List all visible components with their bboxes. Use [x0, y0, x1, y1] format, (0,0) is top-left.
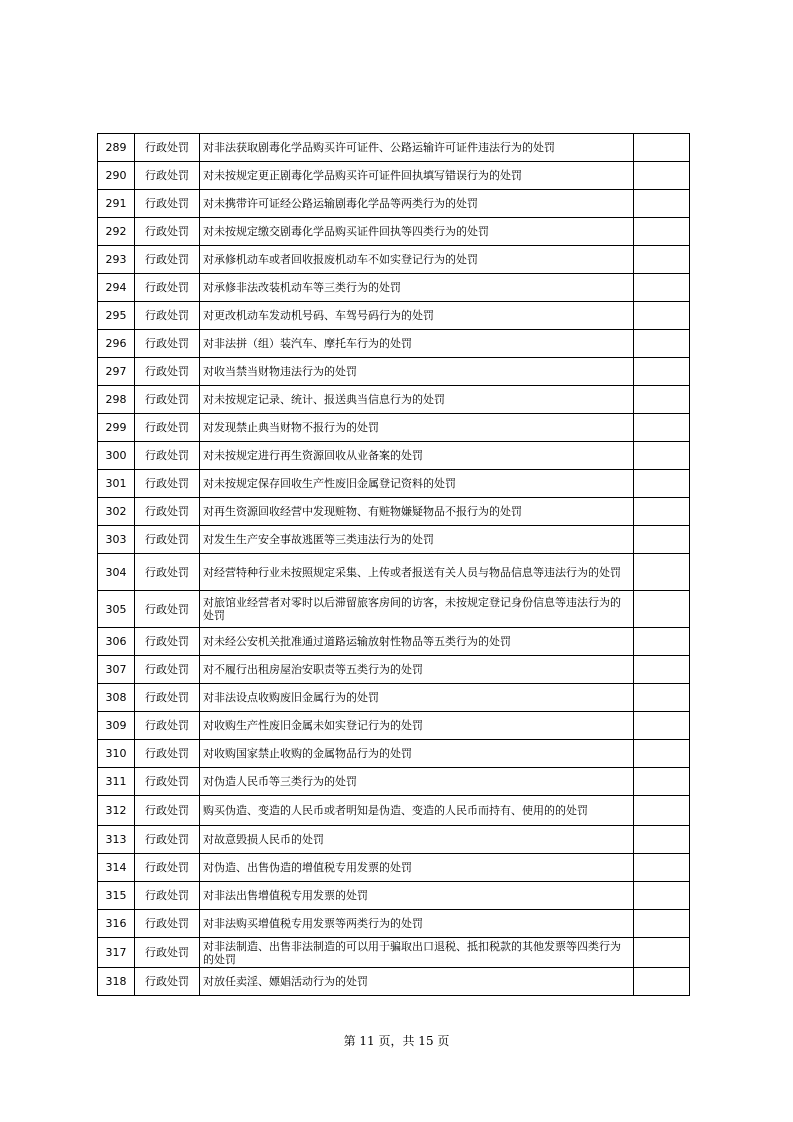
- row-description: 对未携带许可证经公路运输剧毒化学品等两类行为的处罚: [200, 190, 634, 218]
- row-description: 对更改机动车发动机号码、车驾号码行为的处罚: [200, 302, 634, 330]
- row-number: 318: [98, 968, 135, 996]
- row-number: 300: [98, 442, 135, 470]
- row-note: [634, 938, 690, 968]
- table-row: [98, 826, 690, 854]
- row-number: 304: [98, 554, 135, 591]
- table-row: [98, 656, 690, 684]
- row-number: 290: [98, 162, 135, 190]
- table-row: [98, 442, 690, 470]
- row-number: 315: [98, 882, 135, 910]
- row-note: [634, 386, 690, 414]
- row-type: 行政处罚: [135, 470, 200, 498]
- table-row: [98, 358, 690, 386]
- row-number: 298: [98, 386, 135, 414]
- row-type: 行政处罚: [135, 910, 200, 938]
- table-row: [98, 882, 690, 910]
- table-row: [98, 246, 690, 274]
- row-note: [634, 526, 690, 554]
- row-type: 行政处罚: [135, 826, 200, 854]
- row-note: [634, 134, 690, 162]
- row-note: [634, 162, 690, 190]
- row-number: 310: [98, 740, 135, 768]
- table-row: [98, 414, 690, 442]
- row-description: 对未按规定进行再生资源回收从业备案的处罚: [200, 442, 634, 470]
- table-row: [98, 854, 690, 882]
- row-type: 行政处罚: [135, 712, 200, 740]
- row-note: [634, 684, 690, 712]
- row-number: 291: [98, 190, 135, 218]
- table-row: [98, 628, 690, 656]
- row-number: 313: [98, 826, 135, 854]
- table-row: [98, 134, 690, 162]
- row-type: 行政处罚: [135, 684, 200, 712]
- row-note: [634, 768, 690, 796]
- row-description: 对未经公安机关批准通过道路运输放射性物品等五类行为的处罚: [200, 628, 634, 656]
- row-type: 行政处罚: [135, 656, 200, 684]
- row-number: 312: [98, 796, 135, 826]
- row-description: 对发生生产安全事故逃匿等三类违法行为的处罚: [200, 526, 634, 554]
- row-number: 316: [98, 910, 135, 938]
- row-type: 行政处罚: [135, 882, 200, 910]
- row-description: 对未按规定缴交剧毒化学品购买证件回执等四类行为的处罚: [200, 218, 634, 246]
- row-type: 行政处罚: [135, 330, 200, 358]
- table-row: [98, 796, 690, 826]
- row-type: 行政处罚: [135, 591, 200, 628]
- row-note: [634, 712, 690, 740]
- row-type: 行政处罚: [135, 246, 200, 274]
- row-note: [634, 910, 690, 938]
- row-note: [634, 591, 690, 628]
- row-note: [634, 628, 690, 656]
- table-row: [98, 591, 690, 628]
- row-type: 行政处罚: [135, 796, 200, 826]
- row-note: [634, 796, 690, 826]
- row-description: 对收购生产性废旧金属未如实登记行为的处罚: [200, 712, 634, 740]
- row-number: 306: [98, 628, 135, 656]
- row-number: 303: [98, 526, 135, 554]
- row-note: [634, 190, 690, 218]
- row-number: 289: [98, 134, 135, 162]
- row-type: 行政处罚: [135, 938, 200, 968]
- row-type: 行政处罚: [135, 442, 200, 470]
- row-type: 行政处罚: [135, 554, 200, 591]
- row-type: 行政处罚: [135, 134, 200, 162]
- row-description: 对非法出售增值税专用发票的处罚: [200, 882, 634, 910]
- row-type: 行政处罚: [135, 302, 200, 330]
- item-table: [97, 133, 690, 996]
- row-note: [634, 470, 690, 498]
- row-description: 对放任卖淫、嫖娼活动行为的处罚: [200, 968, 634, 996]
- row-number: 295: [98, 302, 135, 330]
- row-note: [634, 826, 690, 854]
- row-note: [634, 968, 690, 996]
- row-note: [634, 330, 690, 358]
- row-number: 317: [98, 938, 135, 968]
- row-description: 对收当禁当财物违法行为的处罚: [200, 358, 634, 386]
- row-description: 对未按规定更正剧毒化学品购买许可证件回执填写错误行为的处罚: [200, 162, 634, 190]
- row-number: 311: [98, 768, 135, 796]
- table-row: [98, 386, 690, 414]
- row-type: 行政处罚: [135, 768, 200, 796]
- row-note: [634, 218, 690, 246]
- row-type: 行政处罚: [135, 386, 200, 414]
- row-type: 行政处罚: [135, 190, 200, 218]
- page-number-footer: 第 11 页，共 15 页: [343, 1034, 450, 1048]
- table-row: [98, 938, 690, 968]
- row-number: 309: [98, 712, 135, 740]
- row-type: 行政处罚: [135, 968, 200, 996]
- row-type: 行政处罚: [135, 526, 200, 554]
- table-row: [98, 554, 690, 591]
- table-row: [98, 274, 690, 302]
- row-type: 行政处罚: [135, 740, 200, 768]
- row-note: [634, 414, 690, 442]
- row-description: 对伪造人民币等三类行为的处罚: [200, 768, 634, 796]
- row-note: [634, 302, 690, 330]
- row-note: [634, 498, 690, 526]
- row-description: 对发现禁止典当财物不报行为的处罚: [200, 414, 634, 442]
- row-type: 行政处罚: [135, 628, 200, 656]
- row-description: 对不履行出租房屋治安职责等五类行为的处罚: [200, 656, 634, 684]
- row-type: 行政处罚: [135, 358, 200, 386]
- row-number: 307: [98, 656, 135, 684]
- row-description: 对非法拼（组）装汽车、摩托车行为的处罚: [200, 330, 634, 358]
- row-type: 行政处罚: [135, 414, 200, 442]
- row-number: 302: [98, 498, 135, 526]
- table-row: [98, 330, 690, 358]
- table-row: [98, 190, 690, 218]
- table-row: [98, 712, 690, 740]
- table-row: [98, 968, 690, 996]
- table-row: [98, 684, 690, 712]
- row-type: 行政处罚: [135, 498, 200, 526]
- table-row: [98, 218, 690, 246]
- row-type: 行政处罚: [135, 162, 200, 190]
- table-row: [98, 768, 690, 796]
- row-note: [634, 274, 690, 302]
- row-description: 对经营特种行业未按照规定采集、上传或者报送有关人员与物品信息等违法行为的处罚: [200, 554, 634, 591]
- row-number: 292: [98, 218, 135, 246]
- table-row: [98, 498, 690, 526]
- row-description: 对再生资源回收经营中发现赃物、有赃物嫌疑物品不报行为的处罚: [200, 498, 634, 526]
- row-number: 301: [98, 470, 135, 498]
- row-note: [634, 246, 690, 274]
- row-note: [634, 854, 690, 882]
- table-row: [98, 910, 690, 938]
- row-note: [634, 442, 690, 470]
- row-description: 对故意毁损人民币的处罚: [200, 826, 634, 854]
- row-description: 对收购国家禁止收购的金属物品行为的处罚: [200, 740, 634, 768]
- row-description: 对承修非法改装机动车等三类行为的处罚: [200, 274, 634, 302]
- table-row: [98, 740, 690, 768]
- row-number: 296: [98, 330, 135, 358]
- row-note: [634, 882, 690, 910]
- row-description: 对非法设点收购废旧金属行为的处罚: [200, 684, 634, 712]
- row-note: [634, 358, 690, 386]
- row-description: 对旅馆业经营者对零时以后滞留旅客房间的访客，未按规定登记身份信息等违法行为的处罚: [200, 591, 634, 628]
- row-number: 305: [98, 591, 135, 628]
- row-number: 314: [98, 854, 135, 882]
- row-type: 行政处罚: [135, 218, 200, 246]
- row-number: 297: [98, 358, 135, 386]
- row-description: 对非法制造、出售非法制造的可以用于骗取出口退税、抵扣税款的其他发票等四类行为的处罚: [200, 938, 634, 968]
- row-type: 行政处罚: [135, 274, 200, 302]
- item-table-body: [98, 134, 690, 996]
- row-number: 308: [98, 684, 135, 712]
- table-row: [98, 470, 690, 498]
- row-description: 对承修机动车或者回收报废机动车不如实登记行为的处罚: [200, 246, 634, 274]
- row-description: 对未按规定记录、统计、报送典当信息行为的处罚: [200, 386, 634, 414]
- table-row: [98, 302, 690, 330]
- row-description: 购买伪造、变造的人民币或者明知是伪造、变造的人民币而持有、使用的的处罚: [200, 796, 634, 826]
- table-row: [98, 162, 690, 190]
- row-description: 对非法购买增值税专用发票等两类行为的处罚: [200, 910, 634, 938]
- table-row: [98, 526, 690, 554]
- row-description: 对未按规定保存回收生产性废旧金属登记资料的处罚: [200, 470, 634, 498]
- row-number: 294: [98, 274, 135, 302]
- row-type: 行政处罚: [135, 854, 200, 882]
- row-number: 299: [98, 414, 135, 442]
- row-number: 293: [98, 246, 135, 274]
- row-note: [634, 656, 690, 684]
- row-description: 对伪造、出售伪造的增值税专用发票的处罚: [200, 854, 634, 882]
- row-note: [634, 740, 690, 768]
- row-note: [634, 554, 690, 591]
- row-description: 对非法获取剧毒化学品购买许可证件、公路运输许可证件违法行为的处罚: [200, 134, 634, 162]
